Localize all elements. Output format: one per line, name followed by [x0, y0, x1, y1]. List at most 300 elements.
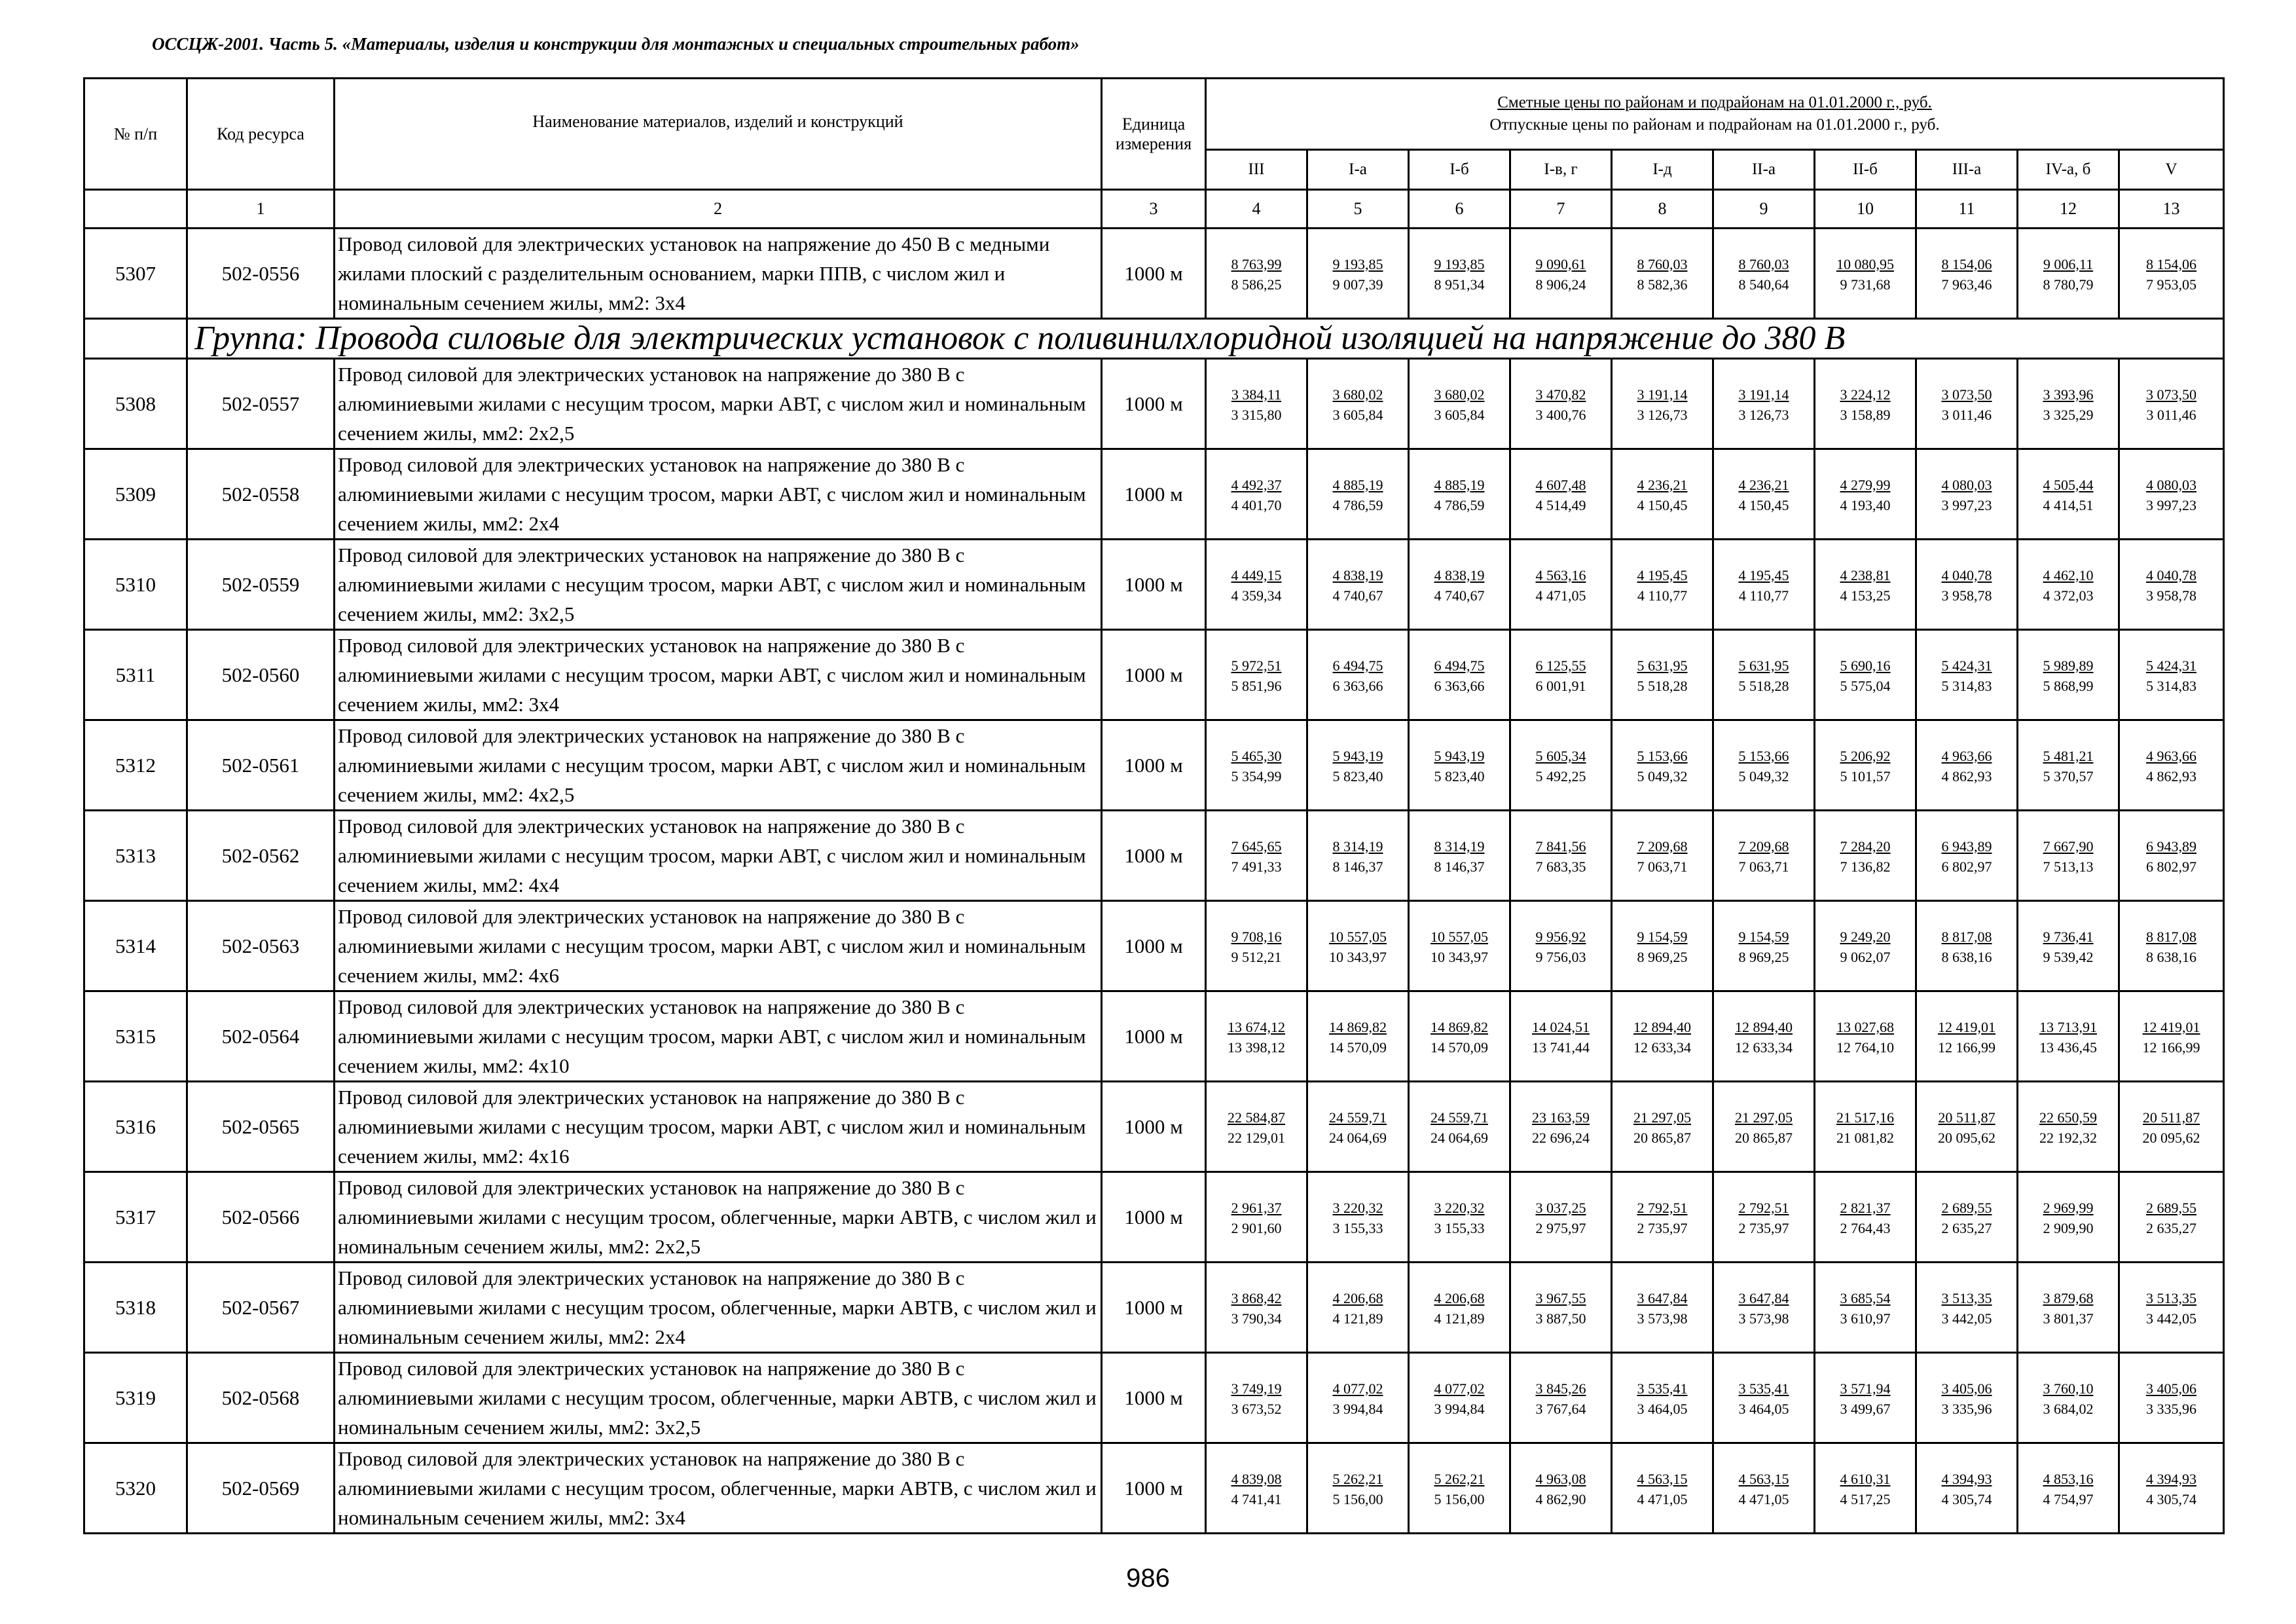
table-row	[84, 1443, 2224, 1534]
price-cell	[2018, 1353, 2119, 1443]
estimate-price: 5 424,31	[1941, 657, 1992, 674]
estimate-price: 9 249,20	[1840, 928, 1891, 945]
estimate-price: 5 690,16	[1840, 657, 1891, 674]
header-region: I-а	[1307, 150, 1409, 190]
estimate-price: 14 024,51	[1532, 1018, 1590, 1035]
material-name: Провод силовой для электрических установок на напряжение до 380 В с алюминиевыми жилами с несущим тросом, марки АВТ, с числом жил и номинальным сечением жилы, мм2: 3х2,5	[335, 540, 1102, 630]
wholesale-price: 6 001,91	[1535, 677, 1586, 694]
wholesale-price: 3 610,97	[1840, 1310, 1891, 1327]
table-row	[84, 449, 2224, 540]
estimate-price: 9 736,41	[2043, 928, 2094, 945]
price-cell	[2119, 720, 2224, 811]
price-cell	[1510, 720, 1612, 811]
estimate-price: 22 584,87	[1228, 1109, 1285, 1126]
price-cell	[2018, 1443, 2119, 1534]
table-row	[84, 720, 2224, 811]
estimate-price: 4 236,21	[1637, 476, 1688, 493]
header-col-code: Код ресурса	[187, 79, 335, 190]
estimate-price: 7 209,68	[1738, 838, 1789, 855]
wholesale-price: 3 958,78	[2146, 587, 2196, 604]
price-cell	[1307, 811, 1409, 901]
column-number: 8	[1612, 190, 1713, 229]
wholesale-price: 3 994,84	[1434, 1400, 1485, 1417]
price-cell	[1307, 540, 1409, 630]
unit-of-measure: 1000 м	[1102, 540, 1206, 630]
estimate-price: 13 674,12	[1228, 1018, 1285, 1035]
price-cell	[1612, 449, 1713, 540]
wholesale-price: 4 786,59	[1434, 496, 1485, 513]
wholesale-price: 20 095,62	[1938, 1129, 1995, 1146]
wholesale-price: 2 909,90	[2043, 1219, 2094, 1236]
estimate-price: 8 817,08	[1941, 928, 1992, 945]
table-row	[84, 540, 2224, 630]
wholesale-price: 3 997,23	[2146, 496, 2196, 513]
resource-code: 502-0561	[187, 720, 335, 811]
estimate-price: 4 838,19	[1434, 566, 1485, 583]
wholesale-price: 24 064,69	[1329, 1129, 1387, 1146]
price-cell	[2018, 1082, 2119, 1172]
wholesale-price: 3 325,29	[2043, 406, 2094, 423]
estimate-price: 4 077,02	[1332, 1380, 1383, 1397]
wholesale-price: 3 315,80	[1231, 406, 1282, 423]
header-region: II-а	[1713, 150, 1815, 190]
wholesale-price: 8 638,16	[1941, 948, 1992, 965]
resource-code: 502-0566	[187, 1172, 335, 1263]
price-cell	[1307, 449, 1409, 540]
wholesale-price: 12 633,34	[1633, 1039, 1691, 1056]
wholesale-price: 8 540,64	[1738, 276, 1789, 293]
unit-of-measure: 1000 м	[1102, 359, 1206, 449]
price-cell	[2018, 1172, 2119, 1263]
price-cell	[1612, 1172, 1713, 1263]
wholesale-price: 8 969,25	[1738, 948, 1789, 965]
estimate-price: 4 963,08	[1535, 1470, 1586, 1487]
column-number: 11	[1916, 190, 2018, 229]
price-cell	[1206, 1263, 1307, 1353]
material-name: Провод силовой для электрических установок на напряжение до 380 В с алюминиевыми жилами с несущим тросом, облегченные, марки АВТВ, с числом жил и номинальным сечением жилы, мм2: 2х2,5	[335, 1172, 1102, 1263]
estimate-price: 3 845,26	[1535, 1380, 1586, 1397]
estimate-price: 5 972,51	[1231, 657, 1282, 674]
price-cell	[1916, 229, 2018, 319]
estimate-price: 10 557,05	[1329, 928, 1387, 945]
wholesale-price: 4 150,45	[1637, 496, 1688, 513]
price-cell	[1815, 720, 1916, 811]
price-cell	[1510, 991, 1612, 1082]
wholesale-price: 6 363,66	[1332, 677, 1383, 694]
wholesale-price: 4 740,67	[1434, 587, 1485, 604]
wholesale-price: 5 851,96	[1231, 677, 1282, 694]
wholesale-price: 4 121,89	[1332, 1310, 1383, 1327]
estimate-price: 2 821,37	[1840, 1199, 1891, 1216]
wholesale-price: 9 007,39	[1332, 276, 1383, 293]
wholesale-price: 22 192,32	[2039, 1129, 2097, 1146]
estimate-price: 9 708,16	[1231, 928, 1282, 945]
estimate-price: 10 080,95	[1836, 255, 1894, 272]
estimate-price: 8 154,06	[2146, 255, 2196, 272]
wholesale-price: 5 518,28	[1637, 677, 1688, 694]
estimate-price: 4 080,03	[1941, 476, 1992, 493]
price-cell	[1510, 1172, 1612, 1263]
wholesale-price: 5 314,83	[2146, 677, 2196, 694]
estimate-price: 2 792,51	[1738, 1199, 1789, 1216]
price-cell	[2119, 1263, 2224, 1353]
header-col-name: Наименование материалов, изделий и конструкций	[335, 79, 1102, 190]
estimate-price: 4 236,21	[1738, 476, 1789, 493]
row-number: 5319	[84, 1353, 187, 1443]
group-row	[84, 319, 2224, 359]
column-number: 2	[335, 190, 1102, 229]
wholesale-price: 9 756,03	[1535, 948, 1586, 965]
price-cell	[1815, 1443, 1916, 1534]
header-region: III-а	[1916, 150, 2018, 190]
estimate-price: 12 419,01	[2142, 1018, 2200, 1035]
wholesale-price: 7 136,82	[1840, 858, 1891, 875]
wholesale-price: 9 731,68	[1840, 276, 1891, 293]
price-cell	[2018, 720, 2119, 811]
unit-of-measure: 1000 м	[1102, 1443, 1206, 1534]
price-cell	[1916, 811, 2018, 901]
price-cell	[1916, 1443, 2018, 1534]
wholesale-price: 4 359,34	[1231, 587, 1282, 604]
estimate-price: 7 841,56	[1535, 838, 1586, 855]
price-cell	[1916, 720, 2018, 811]
wholesale-price: 20 865,87	[1735, 1129, 1793, 1146]
wholesale-price: 3 335,96	[2146, 1400, 2196, 1417]
price-cell	[1713, 811, 1815, 901]
price-cell	[2018, 1263, 2119, 1353]
estimate-price: 9 193,85	[1332, 255, 1383, 272]
wholesale-price: 5 868,99	[2043, 677, 2094, 694]
price-cell	[1307, 630, 1409, 720]
row-number: 5311	[84, 630, 187, 720]
price-cell	[2018, 811, 2119, 901]
estimate-price: 5 481,21	[2043, 747, 2094, 764]
price-cell	[1916, 1263, 2018, 1353]
unit-of-measure: 1000 м	[1102, 991, 1206, 1082]
estimate-price: 12 419,01	[1938, 1018, 1995, 1035]
price-cell	[2018, 449, 2119, 540]
wholesale-price: 3 011,46	[2146, 406, 2196, 423]
price-cell	[1916, 901, 2018, 991]
row-number: 5314	[84, 901, 187, 991]
wholesale-price: 4 372,03	[2043, 587, 2094, 604]
wholesale-price: 2 635,27	[1941, 1219, 1992, 1236]
header-numbers-row	[84, 190, 2224, 229]
wholesale-price: 7 063,71	[1738, 858, 1789, 875]
row-number: 5320	[84, 1443, 187, 1534]
estimate-price: 3 405,06	[2146, 1380, 2196, 1397]
estimate-price: 3 967,55	[1535, 1289, 1586, 1306]
price-cell	[2119, 449, 2224, 540]
wholesale-price: 8 951,34	[1434, 276, 1485, 293]
wholesale-price: 8 638,16	[2146, 948, 2196, 965]
material-name: Провод силовой для электрических установок на напряжение до 380 В с алюминиевыми жилами с несущим тросом, облегченные, марки АВТВ, с числом жил и номинальным сечением жилы, мм2: 2х4	[335, 1263, 1102, 1353]
price-cell	[1409, 1443, 1510, 1534]
price-cell	[1612, 901, 1713, 991]
estimate-price: 3 384,11	[1231, 386, 1282, 403]
wholesale-price: 8 906,24	[1535, 276, 1586, 293]
estimate-price: 3 760,10	[2043, 1380, 2094, 1397]
table-row	[84, 901, 2224, 991]
header-region: I-б	[1409, 150, 1510, 190]
estimate-price: 21 517,16	[1836, 1109, 1894, 1126]
estimate-price: 22 650,59	[2039, 1109, 2097, 1126]
estimate-price: 3 513,35	[1941, 1289, 1992, 1306]
estimate-price: 10 557,05	[1430, 928, 1488, 945]
price-cell	[1206, 1082, 1307, 1172]
wholesale-price: 7 953,05	[2146, 276, 2196, 293]
wholesale-price: 5 823,40	[1332, 767, 1383, 784]
table-row	[84, 229, 2224, 319]
wholesale-price: 13 398,12	[1228, 1039, 1285, 1056]
wholesale-price: 3 994,84	[1332, 1400, 1383, 1417]
estimate-price: 6 943,89	[1941, 838, 1992, 855]
wholesale-price: 9 512,21	[1231, 948, 1282, 965]
table-row	[84, 991, 2224, 1082]
estimate-price: 2 689,55	[1941, 1199, 1992, 1216]
price-cell	[1206, 540, 1307, 630]
estimate-price: 3 393,96	[2043, 386, 2094, 403]
wholesale-price: 4 110,77	[1637, 587, 1688, 604]
estimate-price: 20 511,87	[1938, 1109, 1995, 1126]
wholesale-price: 5 314,83	[1941, 677, 1992, 694]
price-cell	[1307, 1263, 1409, 1353]
material-name: Провод силовой для электрических установок на напряжение до 380 В с алюминиевыми жилами с несущим тросом, марки АВТ, с числом жил и номинальным сечением жилы, мм2: 4х16	[335, 1082, 1102, 1172]
estimate-price: 13 713,91	[2039, 1018, 2097, 1035]
estimate-price: 3 191,14	[1738, 386, 1789, 403]
price-cell	[1612, 229, 1713, 319]
wholesale-price: 2 764,43	[1840, 1219, 1891, 1236]
price-cell	[2119, 1082, 2224, 1172]
wholesale-price: 4 153,25	[1840, 587, 1891, 604]
price-cell	[1713, 1172, 1815, 1263]
price-cell	[1815, 1172, 1916, 1263]
wholesale-price: 4 121,89	[1434, 1310, 1485, 1327]
wholesale-price: 3 801,37	[2043, 1310, 2094, 1327]
wholesale-price: 2 735,97	[1637, 1219, 1688, 1236]
resource-code: 502-0559	[187, 540, 335, 630]
price-cell	[1307, 229, 1409, 319]
wholesale-price: 4 862,93	[1941, 767, 1992, 784]
estimate-price: 4 563,16	[1535, 566, 1586, 583]
price-cell	[1307, 1082, 1409, 1172]
price-cell	[2018, 229, 2119, 319]
price-cell	[1409, 229, 1510, 319]
price-cell	[1206, 630, 1307, 720]
estimate-price: 4 963,66	[2146, 747, 2196, 764]
wholesale-price: 3 126,73	[1738, 406, 1789, 423]
estimate-price: 2 969,99	[2043, 1199, 2094, 1216]
wholesale-price: 6 363,66	[1434, 677, 1485, 694]
price-cell	[1713, 449, 1815, 540]
wholesale-price: 8 146,37	[1434, 858, 1485, 875]
price-cell	[1307, 991, 1409, 1082]
material-name: Провод силовой для электрических установок на напряжение до 380 В с алюминиевыми жилами с несущим тросом, марки АВТ, с числом жил и номинальным сечением жилы, мм2: 4х4	[335, 811, 1102, 901]
wholesale-price: 5 156,00	[1434, 1490, 1485, 1507]
price-cell	[1409, 1353, 1510, 1443]
estimate-price: 8 154,06	[1941, 255, 1992, 272]
price-cell	[1409, 1172, 1510, 1263]
wholesale-price: 3 442,05	[2146, 1310, 2196, 1327]
wholesale-price: 3 887,50	[1535, 1310, 1586, 1327]
column-number: 1	[187, 190, 335, 229]
estimate-price: 4 563,15	[1637, 1470, 1688, 1487]
unit-of-measure: 1000 м	[1102, 1263, 1206, 1353]
estimate-price: 4 449,15	[1231, 566, 1282, 583]
wholesale-price: 5 370,57	[2043, 767, 2094, 784]
price-cell	[1713, 1443, 1815, 1534]
table-row	[84, 1172, 2224, 1263]
estimate-price: 5 989,89	[2043, 657, 2094, 674]
wholesale-price: 3 335,96	[1941, 1400, 1992, 1417]
estimate-price: 13 027,68	[1836, 1018, 1894, 1035]
price-cell	[1713, 630, 1815, 720]
table-row	[84, 630, 2224, 720]
estimate-price: 6 943,89	[2146, 838, 2196, 855]
price-cell	[2119, 991, 2224, 1082]
material-name: Провод силовой для электрических установок на напряжение до 380 В с алюминиевыми жилами с несущим тросом, марки АВТ, с числом жил и номинальным сечением жилы, мм2: 4х10	[335, 991, 1102, 1082]
estimate-price: 2 689,55	[2146, 1199, 2196, 1216]
wholesale-price: 21 081,82	[1836, 1129, 1894, 1146]
price-cell	[1206, 720, 1307, 811]
wholesale-price: 24 064,69	[1430, 1129, 1488, 1146]
header-region: II-б	[1815, 150, 1916, 190]
price-cell	[2018, 630, 2119, 720]
price-cell	[1713, 991, 1815, 1082]
estimate-price: 4 238,81	[1840, 566, 1891, 583]
estimate-price: 5 631,95	[1637, 657, 1688, 674]
price-cell	[1409, 540, 1510, 630]
price-cell	[1409, 449, 1510, 540]
estimate-price: 21 297,05	[1735, 1109, 1793, 1126]
material-name: Провод силовой для электрических установок на напряжение до 380 В с алюминиевыми жилами с несущим тросом, марки АВТ, с числом жил и номинальным сечением жилы, мм2: 4х6	[335, 901, 1102, 991]
wholesale-price: 4 740,67	[1332, 587, 1383, 604]
estimate-price: 6 494,75	[1434, 657, 1485, 674]
wholesale-price: 8 780,79	[2043, 276, 2094, 293]
estimate-price: 4 607,48	[1535, 476, 1586, 493]
resource-code: 502-0563	[187, 901, 335, 991]
material-name: Провод силовой для электрических установок на напряжение до 450 В с медными жилами плоский с разделительным основанием, марки ППВ, с числом жил и номинальным сечением жилы, мм2: 3х4	[335, 229, 1102, 319]
wholesale-price: 7 683,35	[1535, 858, 1586, 875]
estimate-price: 4 195,45	[1738, 566, 1789, 583]
price-cell	[1409, 811, 1510, 901]
price-cell	[1612, 1353, 1713, 1443]
wholesale-price: 5 518,28	[1738, 677, 1789, 694]
row-number: 5308	[84, 359, 187, 449]
estimate-price: 8 817,08	[2146, 928, 2196, 945]
row-number: 5316	[84, 1082, 187, 1172]
estimate-price: 8 763,99	[1231, 255, 1282, 272]
price-cell	[1307, 1172, 1409, 1263]
material-name: Провод силовой для электрических установок на напряжение до 380 В с алюминиевыми жилами с несущим тросом, марки АВТ, с числом жил и номинальным сечением жилы, мм2: 2х4	[335, 449, 1102, 540]
price-cell	[1612, 720, 1713, 811]
price-cell	[1713, 1263, 1815, 1353]
estimate-price: 6 494,75	[1332, 657, 1383, 674]
price-cell	[1612, 630, 1713, 720]
resource-code: 502-0557	[187, 359, 335, 449]
wholesale-price: 3 464,05	[1738, 1400, 1789, 1417]
price-cell	[2119, 229, 2224, 319]
price-cell	[2119, 1353, 2224, 1443]
wholesale-price: 6 802,97	[2146, 858, 2196, 875]
table-row	[84, 1263, 2224, 1353]
table-row	[84, 1353, 2224, 1443]
estimate-price: 4 853,16	[2043, 1470, 2094, 1487]
resource-code: 502-0562	[187, 811, 335, 901]
unit-of-measure: 1000 м	[1102, 1082, 1206, 1172]
estimate-price: 3 680,02	[1332, 386, 1383, 403]
price-cell	[1612, 991, 1713, 1082]
price-cell	[1916, 630, 2018, 720]
estimate-price: 24 559,71	[1430, 1109, 1488, 1126]
header-price-titles	[1206, 79, 2224, 150]
wholesale-price: 4 471,05	[1637, 1490, 1688, 1507]
header-price-title-otpusk: Отпускные цены по районам и подрайонам на 01.01.2000 г., руб.	[1489, 116, 1940, 134]
wholesale-price: 2 975,97	[1535, 1219, 1586, 1236]
price-cell	[2119, 540, 2224, 630]
resource-code: 502-0556	[187, 229, 335, 319]
price-cell	[1713, 540, 1815, 630]
price-cell	[1815, 540, 1916, 630]
column-number: 7	[1510, 190, 1612, 229]
estimate-price: 7 667,90	[2043, 838, 2094, 855]
estimate-price: 3 073,50	[1941, 386, 1992, 403]
wholesale-price: 5 049,32	[1637, 767, 1688, 784]
price-cell	[1916, 1353, 2018, 1443]
wholesale-price: 12 764,10	[1836, 1039, 1894, 1056]
estimate-price: 5 605,34	[1535, 747, 1586, 764]
wholesale-price: 10 343,97	[1329, 948, 1387, 965]
estimate-price: 3 647,84	[1738, 1289, 1789, 1306]
estimate-price: 23 163,59	[1532, 1109, 1590, 1126]
wholesale-price: 3 790,34	[1231, 1310, 1282, 1327]
unit-of-measure: 1000 м	[1102, 630, 1206, 720]
wholesale-price: 4 193,40	[1840, 496, 1891, 513]
price-cell	[2018, 991, 2119, 1082]
header-col-unit: Единица измерения	[1102, 79, 1206, 190]
price-cell	[2018, 901, 2119, 991]
price-cell	[1815, 1082, 1916, 1172]
price-cell	[1206, 229, 1307, 319]
price-cell	[1307, 359, 1409, 449]
price-cell	[1916, 449, 2018, 540]
header-price-title-smeta: Сметные цены по районам и подрайонам на 01.01.2000 г., руб.	[1497, 94, 1932, 111]
price-cell	[1612, 1443, 1713, 1534]
estimate-price: 5 262,21	[1434, 1470, 1485, 1487]
estimate-price: 3 470,82	[1535, 386, 1586, 403]
estimate-price: 3 535,41	[1637, 1380, 1688, 1397]
wholesale-price: 2 735,97	[1738, 1219, 1789, 1236]
wholesale-price: 5 354,99	[1231, 767, 1282, 784]
price-cell	[1916, 1082, 2018, 1172]
estimate-price: 4 077,02	[1434, 1380, 1485, 1397]
wholesale-price: 4 305,74	[2146, 1490, 2196, 1507]
wholesale-price: 4 862,90	[1535, 1490, 1586, 1507]
resource-code: 502-0565	[187, 1082, 335, 1172]
wholesale-price: 3 958,78	[1941, 587, 1992, 604]
wholesale-price: 9 062,07	[1840, 948, 1891, 965]
estimate-price: 8 314,19	[1332, 838, 1383, 855]
estimate-price: 3 513,35	[2146, 1289, 2196, 1306]
wholesale-price: 13 741,44	[1532, 1039, 1590, 1056]
wholesale-price: 12 166,99	[1938, 1039, 1995, 1056]
estimate-price: 9 956,92	[1535, 928, 1586, 945]
price-cell	[1510, 1082, 1612, 1172]
price-cell	[1206, 901, 1307, 991]
table-row	[84, 359, 2224, 449]
estimate-price: 3 037,25	[1535, 1199, 1586, 1216]
wholesale-price: 4 741,41	[1231, 1490, 1282, 1507]
